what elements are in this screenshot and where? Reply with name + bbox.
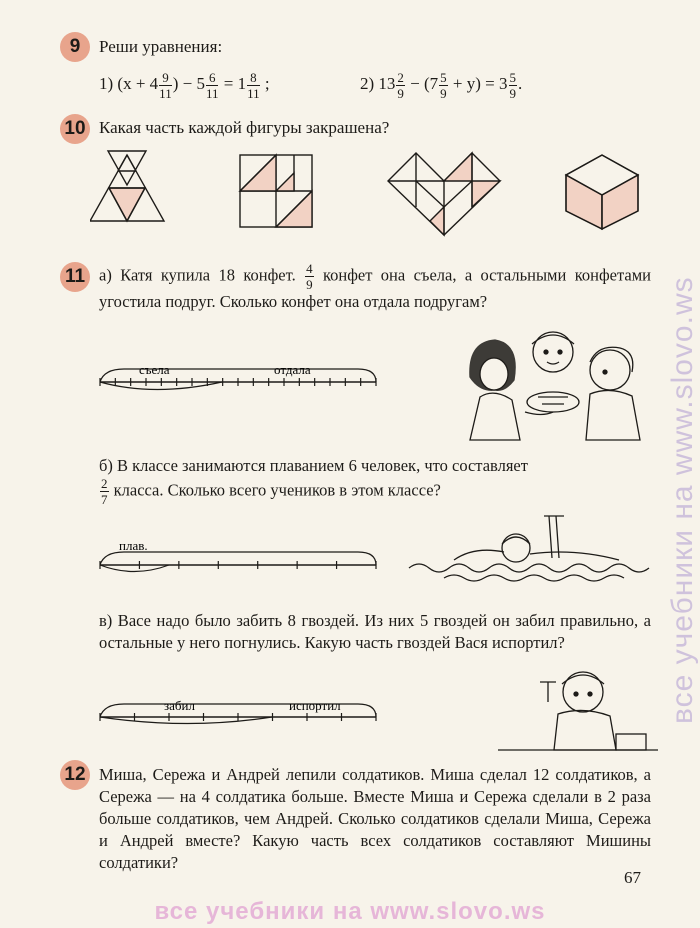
task-9-badge: 9 bbox=[60, 32, 90, 62]
task-9-equation-1: 1) (x + 4 $\frac{9}{11}$ ) − 5 $\frac{6}{11}$ = 1 $\frac{8}{11}$ ; bbox=[99, 69, 270, 101]
task-11c-text: в) Васе надо было забить 8 гвоздей. Из них 5 гвоздей он забил правильно, а остальные у него погнулись. Какую часть гвоздей Вася испортил? bbox=[99, 611, 651, 652]
figure-heart bbox=[388, 153, 500, 235]
task-11b-text: б) В классе занимаются плаванием 6 человек, что составляет $\frac{2}{7}$ класса. Сколько всего учеников в этом классе? bbox=[99, 456, 528, 507]
figure-hexagon bbox=[566, 155, 638, 229]
task-10-figures bbox=[90, 145, 670, 245]
page-number: 67 bbox=[624, 868, 641, 887]
segment-label-ate: съела bbox=[139, 362, 170, 377]
task-10-badge: 10 bbox=[60, 114, 90, 144]
girls-illustration bbox=[450, 322, 650, 442]
boy-illustration bbox=[498, 662, 658, 757]
segment-label-hammered: забил bbox=[164, 698, 195, 713]
task-11-badge: 11 bbox=[60, 262, 90, 292]
task-11a-text: а) Катя купила 18 конфет. $\frac{4}{9}$ конфет она съела, а остальными конфетами угостила подруг. Сколько конфет она отдала подругам? bbox=[99, 261, 651, 311]
bottom-watermark: все учебники на www.slovo.ws bbox=[154, 898, 546, 925]
task-10-title: Какая часть каждой фигуры закрашена? bbox=[99, 118, 390, 137]
task-11c-segment bbox=[94, 690, 384, 730]
figure-triangle bbox=[90, 151, 164, 221]
task-9-title: Реши уравнения: bbox=[99, 37, 223, 56]
task-12-text: Миша, Сережа и Андрей лепили солдатиков. Миша сделал 12 солдатиков, а Сережа — на 4 солдатика больше. Вместе Миша и Сережа сделали в 2 раза больше солдатиков, чем Андрей. Сколько солдатиков сделали Миша, Сережа и Андрей вместе? Какую часть всех солдатиков составляют Мишины солдатики? bbox=[99, 765, 651, 872]
task-11b-segment bbox=[94, 538, 384, 578]
swimmer-illustration bbox=[404, 508, 654, 588]
task-11a-segment bbox=[94, 355, 384, 395]
task-9-equation-2: 2) 13 $\frac{2}{9}$ − (7 $\frac{5}{9}$ + y) = 3 $\frac{5}{9}$ . bbox=[360, 69, 523, 101]
figure-square bbox=[240, 155, 312, 227]
side-watermark: все учебники на www.slovo.ws bbox=[666, 276, 699, 724]
task-12-badge: 12 bbox=[60, 760, 90, 790]
segment-label-spoiled: испортил bbox=[289, 698, 341, 713]
segment-label-swim: плав. bbox=[119, 538, 148, 553]
segment-label-gave: отдала bbox=[274, 362, 311, 377]
